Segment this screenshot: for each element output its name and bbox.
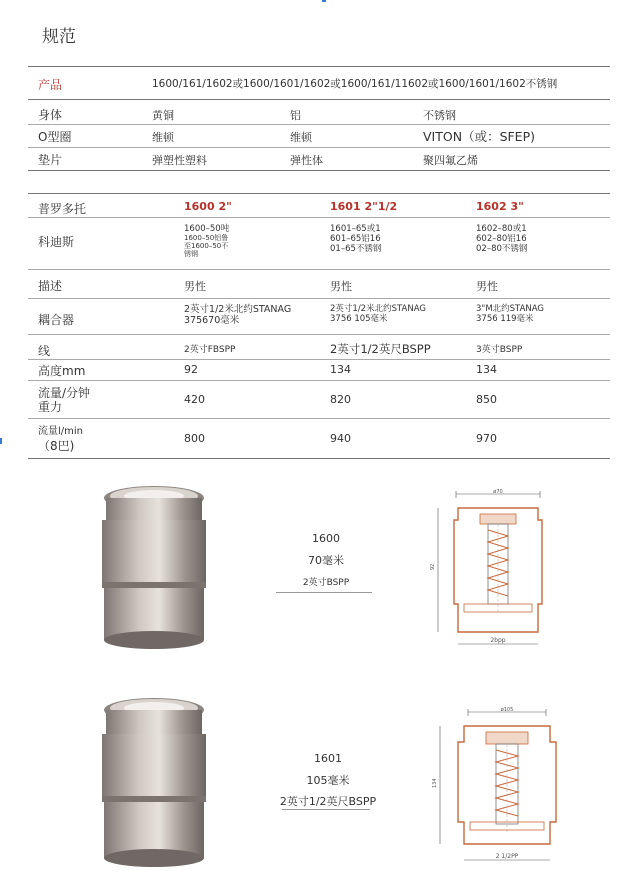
caption-underline [282,809,370,810]
caption-model-1600: 1600 [312,532,340,545]
desc-label: 描述 [38,279,63,293]
code-label: 科迪斯 [38,235,75,249]
code-1600-line: 至1600–50不 [184,242,229,250]
model-header-label: 普罗多托 [38,202,87,216]
divider [28,458,610,459]
model-1600: 1600 2" [184,200,232,213]
flow-8bar-1602: 970 [476,432,497,445]
divider [28,66,610,67]
divider [28,193,610,194]
divider [28,170,610,171]
code-1601-line: 01–65不锈钢 [330,244,382,254]
model-1601: 1601 2"1/2 [330,200,398,213]
flow-8bar-label-line: （8巴) [38,439,75,453]
divider [28,380,610,381]
decorative-mark [322,0,326,2]
thread-1601: 2英寸1/2英尺BSPP [330,342,431,356]
drawing-dim-top: ø70 [493,489,503,495]
product-value: 1600/161/1602或1600/1601/1602或1600/161/11602或1600/1601/1602不锈钢 [152,78,558,90]
product-label: 产品 [38,78,63,92]
flow-gravity-1600: 420 [184,393,205,406]
page-title: 规范 [42,27,76,47]
valve-drawing-1600 [428,484,568,656]
code-1601 [330,224,381,254]
gasket-value-1: 弹塑性塑料 [152,154,207,167]
coupler-1600 [184,304,291,326]
valve-drawing-1601 [428,702,578,870]
code-1600 [184,224,229,258]
flow-gravity-1601: 820 [330,393,351,406]
oring-value-1: 维顿 [152,131,174,144]
drawing-dim-top: ø105 [500,707,514,713]
height-1602: 134 [476,363,497,376]
height-label: 高度mm [38,364,86,378]
code-1601-line: 1601–65或1 [330,224,381,234]
valve-photo-1600 [92,478,216,654]
desc-1601: 男性 [330,280,352,293]
caption-model-1601: 1601 [314,752,342,765]
coupler-1601-line: 2英寸1/2米北约STANAG [330,304,426,314]
coupler-1600-line: 375670毫米 [184,315,240,326]
code-1600-line: 1600–50铝鲁 [184,234,229,242]
decorative-mark [0,438,2,444]
gasket-value-2: 弹性体 [290,154,323,167]
code-1600-line: 锈钢 [184,250,198,258]
divider [28,217,610,218]
coupler-1602-line: 3756 119毫米 [476,314,534,324]
caption-thread-1600: 2英寸BSPP [302,578,350,588]
coupler-1601-line: 3756 105毫米 [330,314,388,324]
desc-1602: 男性 [476,280,498,293]
body-aluminum: 铝 [290,109,301,122]
flow-gravity-label-line: 流量/分钟 [38,386,91,400]
coupler-1601 [330,304,426,324]
divider [28,124,610,125]
drawing-dim-bottom: 2bpp [490,637,506,644]
divider [28,334,610,335]
divider [28,418,610,419]
oring-label: O型圈 [38,130,72,144]
flow-gravity-label [38,386,90,414]
divider [28,147,610,148]
code-1602 [476,224,527,254]
height-1600: 92 [184,363,198,376]
body-label: 身体 [38,108,63,122]
flow-8bar-1600: 800 [184,432,205,445]
coupler-1602 [476,304,544,324]
divider [28,99,610,100]
gasket-value-3: 聚四氟乙烯 [423,154,478,167]
caption-thread-1601: 2英寸1/2英尺BSPP [279,795,377,808]
drawing-dim-side: 134 [432,778,438,788]
model-1602: 1602 3" [476,200,524,213]
caption-size-1601: 105毫米 [306,774,350,787]
coupler-label: 耦合器 [38,313,75,327]
code-1602-line: 602–80铝16 [476,234,527,244]
oring-value-3: VITON（或：SFEP) [423,129,535,144]
flow-gravity-label-line: 重力 [38,400,63,414]
code-1600-line: 1600–50吨 [184,224,230,234]
divider [28,359,610,360]
flow-gravity-1602: 850 [476,393,497,406]
oring-value-2: 维顿 [290,131,312,144]
height-1601: 134 [330,363,351,376]
caption-underline [276,592,372,593]
flow-8bar-1601: 940 [330,432,351,445]
caption-size-1600: 70毫米 [308,554,344,567]
code-1602-line: 02–80不锈钢 [476,244,528,254]
thread-label: 线 [38,344,51,358]
divider [28,298,610,299]
valve-photo-1601 [92,690,216,870]
divider [28,269,610,270]
coupler-1602-line: 3"M北约STANAG [476,304,545,314]
code-1601-line: 601–65铝16 [330,234,381,244]
flow-8bar-label [38,424,83,454]
code-1602-line: 1602–80或1 [476,224,527,234]
thread-1602: 3英寸BSPP [476,345,523,355]
drawing-dim-side: 92 [430,563,436,570]
coupler-1600-line: 2英寸1/2米北约STANAG [184,304,292,315]
gasket-label: 垫片 [38,153,63,167]
flow-8bar-label-line: 流量l/min [38,426,84,437]
body-steel: 不锈钢 [423,109,456,122]
drawing-dim-bottom: 2 1/2PP [495,853,519,860]
body-brass: 黄铜 [152,109,174,122]
thread-1600: 2英寸FBSPP [184,345,236,355]
desc-1600: 男性 [184,280,206,293]
